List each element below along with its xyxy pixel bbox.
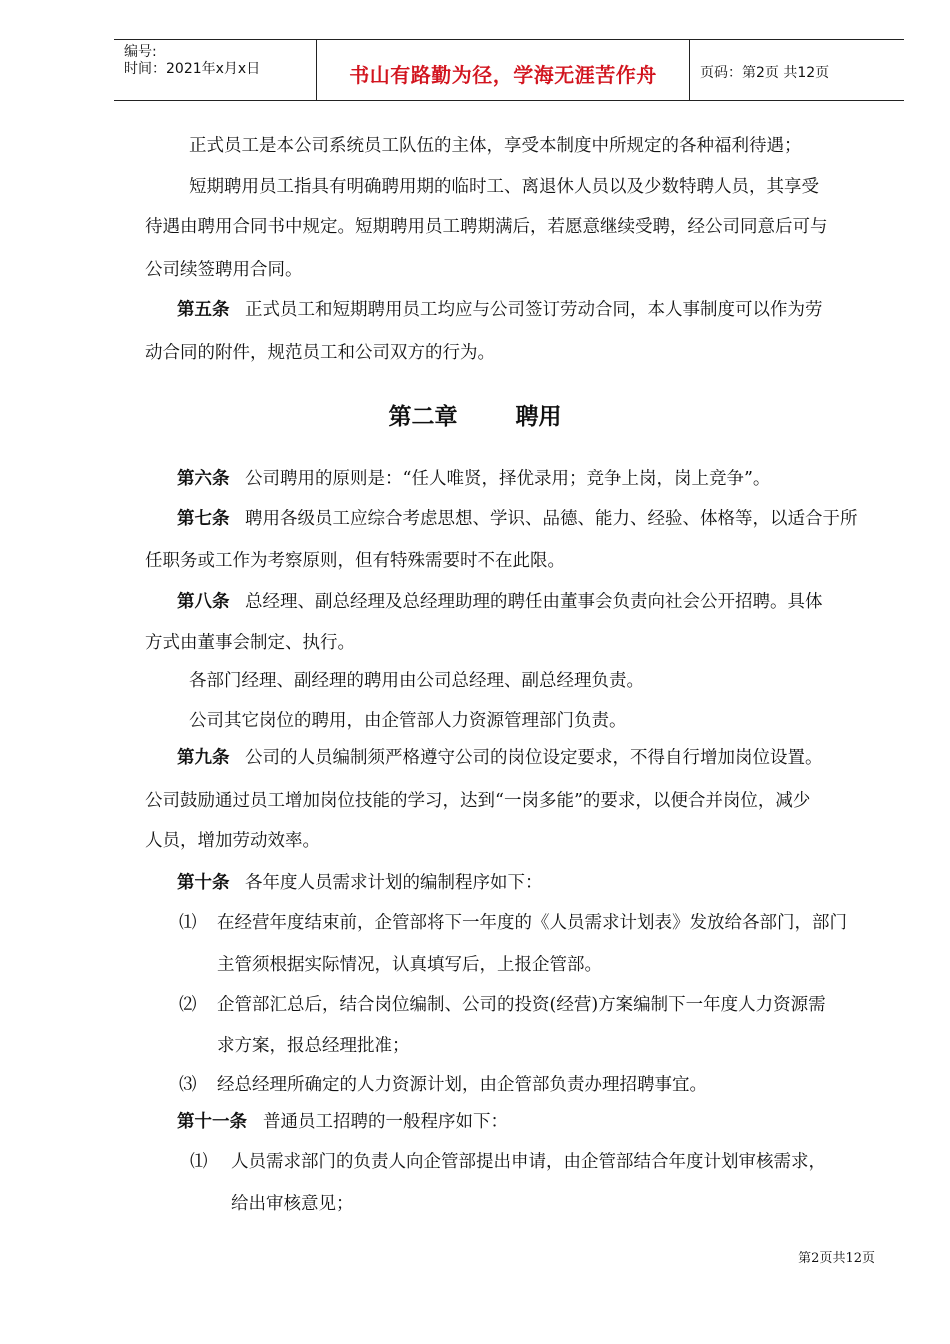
paragraph-line: 待遇由聘用合同书中规定。短期聘用员工聘期满后，若愿意继续受聘，经公司同意后可与 <box>145 217 828 237</box>
article-7-text-cont: 任职务或工作为考察原则，但有特殊需要时不在此限。 <box>145 551 565 571</box>
list-item-text-cont: 给出审核意见； <box>231 1194 354 1214</box>
article-10-title: 第十条 <box>177 873 230 893</box>
list-item-text-cont: 主管须根据实际情况，认真填写后，上报企管部。 <box>217 955 602 975</box>
footer-page-number: 第2页共12页 <box>798 1251 875 1266</box>
article-5-text: 正式员工和短期聘用员工均应与公司签订劳动合同，本人事制度可以作为劳 <box>245 300 823 320</box>
article-9-title: 第九条 <box>177 748 230 768</box>
header-table <box>114 39 904 101</box>
list-item-number: ⑵ <box>179 995 197 1015</box>
article-11-text: 普通员工招聘的一般程序如下： <box>263 1112 508 1132</box>
list-item-number: ⑴ <box>179 913 197 933</box>
article-10-text: 各年度人员需求计划的编制程序如下： <box>245 873 543 893</box>
article-9-text: 公司的人员编制须严格遵守公司的岗位设定要求，不得自行增加岗位设置。 <box>245 748 823 768</box>
article-6-title: 第六条 <box>177 469 230 489</box>
article-11-title: 第十一条 <box>177 1112 247 1132</box>
document-number: 编号: <box>124 44 157 60</box>
chapter-number: 第二章 <box>388 404 458 430</box>
list-item-text: 企管部汇总后，结合岗位编制、公司的投资(经营)方案编制下一年度人力资源需 <box>217 995 826 1015</box>
article-8-text: 总经理、副总经理及总经理助理的聘任由董事会负责向社会公开招聘。具体 <box>245 592 823 612</box>
paragraph-line: 公司续签聘用合同。 <box>145 260 303 280</box>
list-item-text: 在经营年度结束前，企管部将下一年度的《人员需求计划表》发放给各部门，部门 <box>217 913 847 933</box>
chapter-heading <box>0 398 950 431</box>
chapter-title: 聘用 <box>515 404 562 430</box>
header-page-number: 页码：第2页 共12页 <box>700 65 830 81</box>
document-date: 时间：2021年x月x日 <box>124 61 261 77</box>
article-8-paragraph-3: 公司其它岗位的聘用，由企管部人力资源管理部门负责。 <box>189 711 627 731</box>
article-9-text-cont: 人员，增加劳动效率。 <box>145 831 320 851</box>
list-item-text: 人员需求部门的负责人向企管部提出申请，由企管部结合年度计划审核需求， <box>231 1152 826 1172</box>
article-7-title: 第七条 <box>177 509 230 529</box>
list-item-text: 经总经理所确定的人力资源计划，由企管部负责办理招聘事宜。 <box>217 1075 707 1095</box>
paragraph-line: 短期聘用员工指具有明确聘用期的临时工、离退休人员以及少数特聘人员，其享受 <box>189 177 819 197</box>
list-item-number: ⑴ <box>190 1152 208 1172</box>
article-8-text-cont: 方式由董事会制定、执行。 <box>145 633 355 653</box>
header-meta <box>114 40 316 100</box>
paragraph-line: 正式员工是本公司系统员工队伍的主体，享受本制度中所规定的各种福利待遇； <box>189 136 802 156</box>
article-5-text-cont: 动合同的附件，规范员工和公司双方的行为。 <box>145 343 495 363</box>
article-9-text-cont: 公司鼓励通过员工增加岗位技能的学习，达到“一岗多能”的要求，以便合并岗位，减少 <box>145 791 811 811</box>
article-6-text: 公司聘用的原则是：“任人唯贤，择优录用；竞争上岗，岗上竞争”。 <box>245 469 771 489</box>
motto: 书山有路勤为径，学海无涯苦作舟 <box>349 63 657 87</box>
article-5-title: 第五条 <box>177 300 230 320</box>
list-item-text-cont: 求方案，报总经理批准； <box>217 1036 410 1056</box>
header-page-cell <box>690 40 904 100</box>
list-item-number: ⑶ <box>179 1075 197 1095</box>
article-8-title: 第八条 <box>177 592 230 612</box>
article-7-text: 聘用各级员工应综合考虑思想、学识、品德、能力、经验、体格等，以适合于所 <box>245 509 858 529</box>
article-8-paragraph-2: 各部门经理、副经理的聘用由公司总经理、副总经理负责。 <box>189 671 644 691</box>
header-motto-cell <box>316 40 690 100</box>
